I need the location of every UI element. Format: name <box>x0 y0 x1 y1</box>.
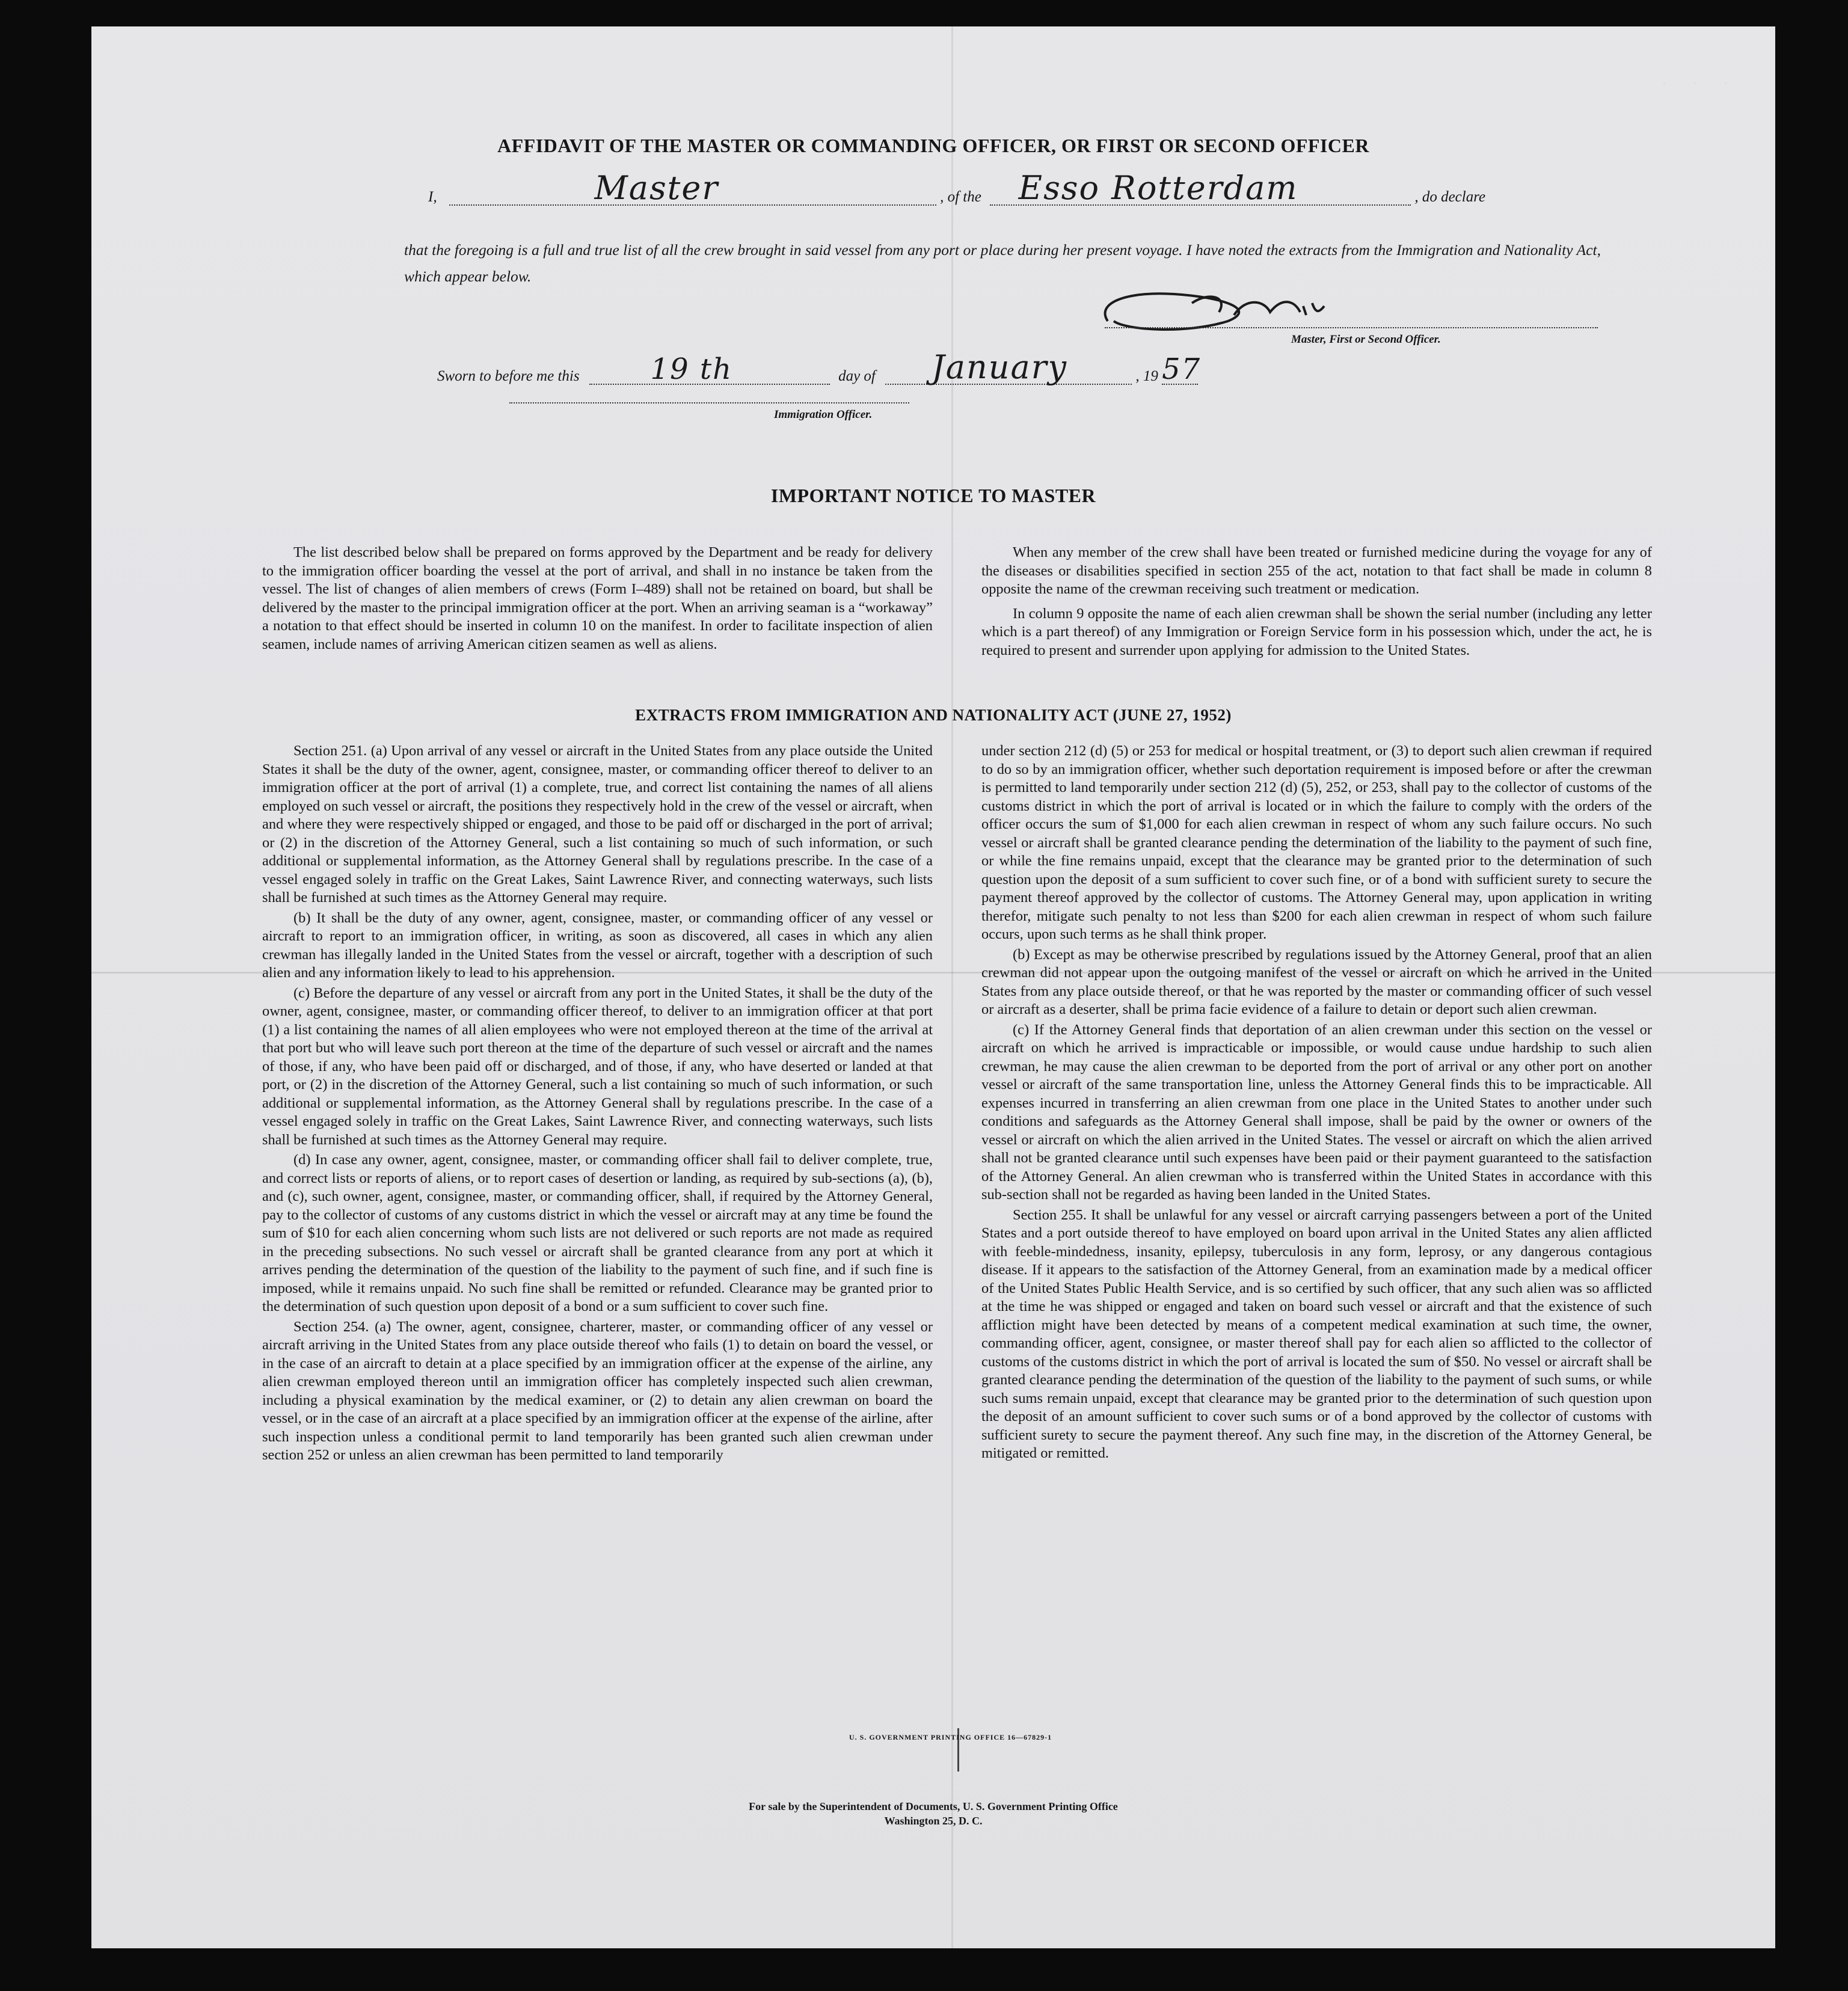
section-255: Section 255. It shall be unlawful for any vessel or aircraft carrying passengers between a port of the United States and a port outside thereof to have employed on board upon arrival in the United States any alien afflicted with feeble-mindedness, insanity, epilepsy, tuberculosis in any form, leprosy, or any dangerous contagious disease. If it appears to the satisfaction of the Attorney General, from an examination made by a medical officer of the United States Public Health Service, and is so certified by such officer, that any such alien was so afflicted at the time he was shipped or engaged and taken on board such vessel or aircraft and that the existence of such affliction might have been detected by means of a competent medical examination at such time, the owner, commanding officer, agent, consignee, or master thereof shall pay for each alien so afflicted to the collector of customs of the customs district in which the port of arrival is located the sum of $50. No vessel or aircraft shall be granted clearance pending the determination of the question of the liability to the payment of such sums, or while such sums remain unpaid, except that clearance may be granted prior to the determination of such question upon the deposit of an amount sufficient to cover such sums or of a bond approved by the collector of customs with sufficient surety to secure the payment thereof. Any such fine may, in the discretion of the Attorney General, be mitigated or remitted. <box>981 1206 1652 1461</box>
sale-notice <box>91 1799 1775 1828</box>
notice-title: IMPORTANT NOTICE TO MASTER <box>770 485 1096 506</box>
sale-line-2: Washington 25, D. C. <box>884 1815 983 1827</box>
section-251-c: (c) Before the departure of any vessel or aircraft from any port in the United States, it shall be the duty of the owner, agent, consignee, master, or commanding officer thereof, to deliver to an immigration officer at that port (1) a list containing the names of all alien employees who were not employed thereon at the time of the arrival at that port but who will leave such port thereon at the time of the departure of such vessel or aircraft and the names of those, if any, who have been paid off or discharged, and of those, if any, who have deserted or landed at that port, or (2) in the discretion of the Attorney General, such a list containing so much of such information, or such additional or supplemental information, as the Attorney General shall by regulations prescribe. In the case of a vessel engaged solely in traffic on the Great Lakes, Saint Lawrence River, and connecting waterways, such lists shall be furnished at such times as the Attorney General may require. <box>262 984 933 1148</box>
section-251-d: (d) In case any owner, agent, consignee, master, or commanding officer shall fail to deliver complete, true, and correct lists or reports of aliens, or to report cases of desertion or landing, as required by sub-sections (a), (b), and (c), such owner, agent, consignee, master, or commanding officer, shall, if required by the Attorney General, pay to the collector of customs of any customs district in which the vessel or aircraft may at any time be found the sum of $10 for each alien concerning whom such lists are not delivered or such reports are not made as required in the preceding subsections. No such vessel or aircraft shall be granted clearance from any port at which it arrives pending the determination of the question of the liability to the payment of such fine, and if such fine is imposed, while it remains unpaid. No such fine shall be remitted or refunded. Clearance may be granted prior to the determination of such question upon deposit of a bond or a sum sufficient to cover such fine. <box>262 1152 933 1315</box>
declaration-line <box>428 169 1486 207</box>
extracts-right-column <box>981 742 1652 1465</box>
day-handwriting: 19 th <box>650 352 733 386</box>
day-of-label: day of <box>838 368 876 384</box>
extracts-title: EXTRACTS FROM IMMIGRATION AND NATIONALITY ACT (JUNE 27, 1952) <box>635 706 1232 724</box>
notice-left-column <box>262 544 933 655</box>
signature-line <box>1105 327 1598 328</box>
day-field <box>589 352 830 386</box>
affidavit-title: AFFIDAVIT OF THE MASTER OR COMMANDING OFFICER, OR FIRST OR SECOND OFFICER <box>497 135 1369 156</box>
section-254-a: Section 254. (a) The owner, agent, consignee, charterer, master, or commanding officer of any vessel or aircraft arriving in the United States from any place outside thereof who fails (1) to detain on board the vessel, or in the case of an aircraft to detain at a place specified by an immigration officer at the expense of the airline, any alien crewman employed thereon until an immigration officer has completely inspected such alien crewman, including a physical examination by the medical examiner, or (2) to detain any alien crewman on board the vessel, or in the case of an aircraft at a place specified by an immigration officer at the expense of the airline, after such inspection unless a conditional permit to land temporarily has been granted such alien crewman under section 252 or unless an alien crewman has been permitted to land temporarily <box>262 1318 933 1463</box>
immigration-officer-line <box>509 402 909 403</box>
year-prefix: , 19 <box>1135 368 1158 384</box>
month-handwriting: January <box>932 348 1068 386</box>
vessel-handwriting: Esso Rotterdam <box>1018 169 1298 207</box>
sale-line-1: For sale by the Superintendent of Documents, U. S. Government Printing Office <box>749 1800 1118 1812</box>
year-field <box>1162 352 1202 386</box>
declaration-text: that the foregoing is a full and true list of all the crew brought in said vessel from any port or place during her present voyage. I have noted the extracts from the Immigration and Nationality Act, which appear below. <box>404 241 1601 285</box>
document-page <box>91 26 1775 1948</box>
notice-paragraph: When any member of the crew shall have been treated or furnished medicine during the voyage for any of the diseases or disabilities specified in section 255 of the act, notation to that fact shall be made in column 8 opposite the name of the crewman receiving such treatment or medication. <box>981 544 1652 597</box>
printing-office-imprint: U. S. GOVERNMENT PRINTING OFFICE 16—67829-1 <box>849 1733 1052 1741</box>
section-254-b: (b) Except as may be otherwise prescribed by regulations issued by the Attorney General, proof that an alien crewman did not appear upon the outgoing manifest of the vessel or aircraft on which he arrived in the United States from any place outside thereof, or that he was reported by the master or commanding officer of such vessel or aircraft as a deserter, shall be prima facie evidence of a failure to detain or deport such alien crewman. <box>981 946 1652 1017</box>
notice-paragraph: In column 9 opposite the name of each alien crewman shall be shown the serial number (including any letter which is a part thereof) of any Immigration or Foreign Service form in his possession which, under the act, he is required to present and surrender upon applying for admission to the United States. <box>981 605 1652 658</box>
section-251-b: (b) It shall be the duty of any owner, agent, consignee, master, or commanding officer of any vessel or aircraft to report to an immigration officer, in writing, as soon as discovered, all cases in which any alien crewman has illegally landed in the United States from the vessel or aircraft, together with a description of such alien and any information likely to lead to his apprehension. <box>262 909 933 981</box>
name-handwriting: Master <box>594 169 719 207</box>
vessel-field <box>990 169 1411 207</box>
extracts-left-column <box>262 742 933 1467</box>
declare-label: , do declare <box>1414 189 1486 205</box>
i-label: I, <box>428 189 437 205</box>
officer-caption: Immigration Officer. <box>774 408 873 421</box>
section-254-c: (c) If the Attorney General finds that deportation of an alien crewman under this section on the vessel or aircraft on which he arrived is impracticable or impossible, or would cause undue hardship to such alien crewman, he may cause the alien crewman to be deported from the port of arrival or any other port on another vessel or aircraft of the same transportation line, unless the Attorney General finds this to be impracticable. All expenses incurred in transferring an alien crewman from one place in the United States to another under such conditions and safeguards as the Attorney General shall impose, shall be paid by the owner or owners of the vessel or aircraft on which the alien arrived in the United States. The vessel or aircraft on which the alien arrived shall not be granted clearance until such expenses have been paid or their payment guaranteed to the satisfaction of the Attorney General. An alien crewman who is transferred within the United States in accordance with this sub-section shall not be regarded as having been landed in the United States. <box>981 1021 1652 1203</box>
notice-paragraph: The list described below shall be prepared on forms approved by the Department and be ready for delivery to the immigration officer boarding the vessel at the port of arrival, and shall in no instance be taken from the vessel. The list of changes of alien members of crews (Form I–489) shall not be retained on board, but shall be delivered by the master to the principal immigration officer at the port. When an arriving seaman is a “workaway” a notation to that effect should be inserted in column 10 on the manifest. In order to facilitate inspection of alien seamen, include names of arriving American citizen seamen as well as aliens. <box>262 544 933 652</box>
name-field <box>449 169 936 207</box>
year-handwriting: 57 <box>1162 352 1202 386</box>
section-254-a-continued: under section 212 (d) (5) or 253 for medical or hospital treatment, or (3) to deport such alien crewman if required to do so by an immigration officer, whether such deportation requirement is imposed before or after the crewman is permitted to land temporarily under section 212 (d) (5), 252, or 253, shall pay to the collector of customs of the customs district in which the port of arrival is located or in which the failure to comply with the orders of the officer occurs the sum of $1,000 for each alien crewman in respect of whom any such failure occurs. No such vessel or aircraft shall be granted clearance pending the determination of the liability to the payment of such fine, or while the fine remains unpaid, except that the clearance may be granted prior to the determination of such question upon the deposit of a sum sufficient to cover such fine, or of a bond with sufficient surety to secure the payment thereof approved by the collector of customs. The Attorney General may, upon application in writing therefor, mitigate such penalty to not less than $200 for each alien crewman in respect of whom such failure occurs, upon such terms as he shall think proper. <box>981 743 1652 942</box>
fold-crease-vertical <box>951 26 953 1948</box>
section-251-a: Section 251. (a) Upon arrival of any vessel or aircraft in the United States from any place outside the United States it shall be the duty of the owner, agent, consignee, master, or commanding officer thereof to deliver to an immigration officer at the port of arrival (1) a complete, true, and correct list containing the names of all aliens employed on such vessel or aircraft, the positions they respectively hold in the crew of the vessel or aircraft, when and where they were respectively shipped or engaged, and those to be paid off or discharged in the port of arrival; or (2) in the discretion of the Attorney General, such a list containing so much of such information, or such additional or supplemental information, as the Attorney General shall by regulations prescribe. In the case of a vessel engaged solely in traffic on the Great Lakes, Saint Lawrence River, and connecting waterways, such lists shall be furnished at such times as the Attorney General may require. <box>262 743 933 906</box>
of-the-label: , of the <box>940 189 981 205</box>
signature-caption: Master, First or Second Officer. <box>1291 333 1441 346</box>
scan-marks: · · · <box>1662 75 1739 92</box>
sworn-line <box>437 348 1202 386</box>
notice-right-column <box>981 544 1652 661</box>
month-field <box>885 348 1132 386</box>
sworn-label: Sworn to before me this <box>437 368 580 384</box>
